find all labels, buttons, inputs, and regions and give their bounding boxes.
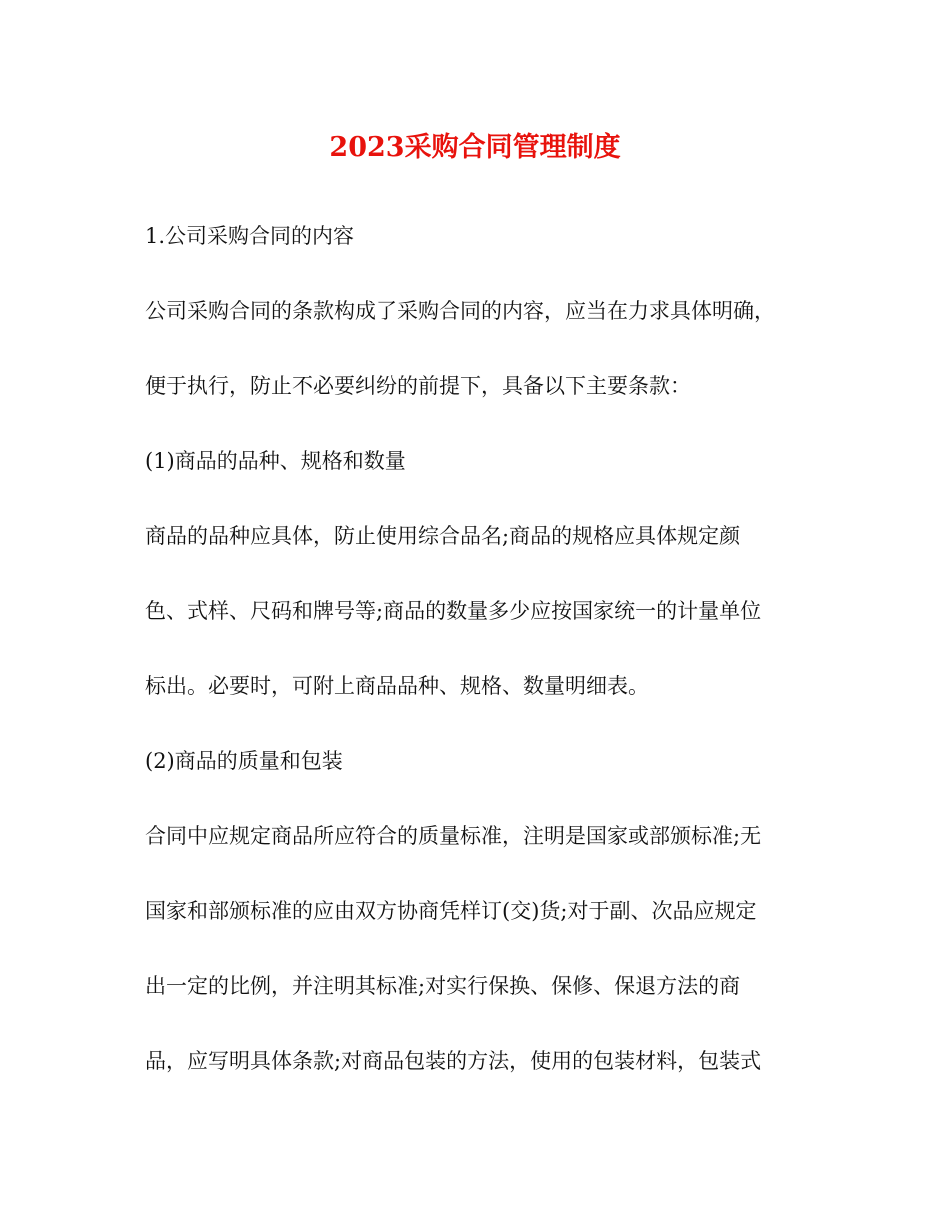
section-heading-contract-content: 1.公司采购合同的内容 <box>145 224 355 248</box>
subheading-quality-packaging: (2)商品的质量和包装 <box>145 749 343 773</box>
paragraph-line: 国家和部颁标准的应由双方协商凭样订(交)货;对于副、次品应规定 <box>145 899 757 923</box>
paragraph-line: 便于执行，防止不必要纠纷的前提下，具备以下主要条款： <box>145 374 691 398</box>
paragraph-line: 商品的品种应具体，防止使用综合品名;商品的规格应具体规定颜 <box>145 524 741 548</box>
paragraph-line: 出一定的比例，并注明其标准;对实行保换、保修、保退方法的商 <box>145 974 741 998</box>
paragraph-line: 合同中应规定商品所应符合的质量标准，注明是国家或部颁标准;无 <box>145 824 762 848</box>
document-title: 2023采购合同管理制度 <box>329 132 621 163</box>
subheading-variety-spec-quantity: (1)商品的品种、规格和数量 <box>145 449 406 473</box>
paragraph-line: 品，应写明具体条款;对商品包装的方法，使用的包装材料，包装式 <box>145 1049 762 1073</box>
paragraph-line: 公司采购合同的条款构成了采购合同的内容，应当在力求具体明确， <box>145 299 775 323</box>
paragraph-line: 标出。必要时，可附上商品品种、规格、数量明细表。 <box>145 674 649 698</box>
paragraph-line: 色、式样、尺码和牌号等;商品的数量多少应按国家统一的计量单位 <box>145 599 762 623</box>
